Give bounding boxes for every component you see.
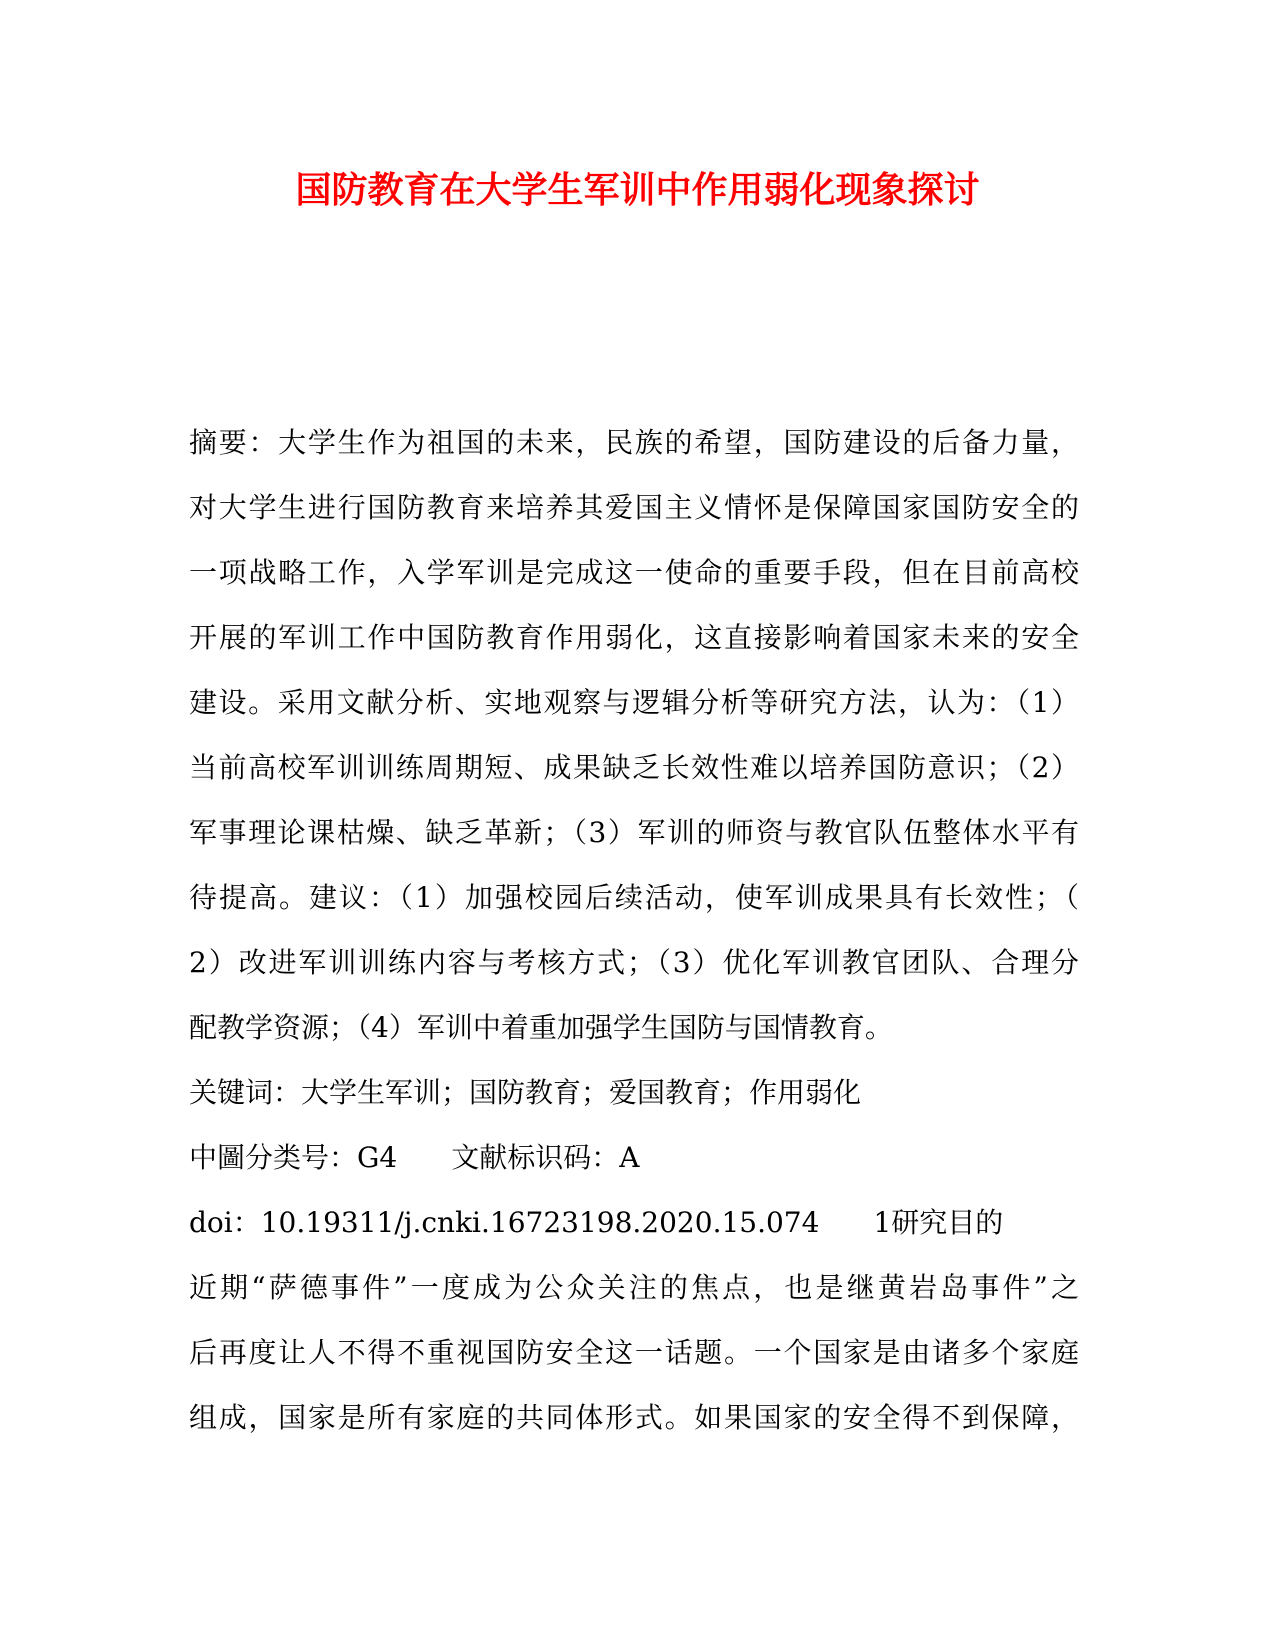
abstract-line: 开展的军训工作中国防教育作用弱化，这直接影响着国家未来的安全 bbox=[189, 621, 1079, 654]
body-line: 组成，国家是所有家庭的共同体形式。如果国家的安全得不到保障， bbox=[189, 1401, 1079, 1434]
document-body bbox=[189, 410, 1079, 1450]
body-line: 后再度让人不得不重视国防安全这一话题。一个国家是由诸多个家庭 bbox=[189, 1336, 1079, 1369]
doi: doi：10.19311/j.cnki.16723198.2020.15.074 bbox=[189, 1206, 820, 1239]
document-code: 文献标识码：A bbox=[451, 1141, 640, 1174]
abstract-line: 当前高校军训训练周期短、成果缺乏长效性难以培养国防意识；（2） bbox=[189, 751, 1079, 784]
abstract-line: 对大学生进行国防教育来培养其爱国主义情怀是保障国家国防安全的 bbox=[189, 491, 1079, 524]
abstract-line: 待提高。建议：（1）加强校园后续活动，使军训成果具有长效性；（ bbox=[189, 881, 1079, 914]
classification-line bbox=[189, 1125, 1079, 1190]
abstract-line: 军事理论课枯燥、缺乏革新；（3）军训的师资与教官队伍整体水平有 bbox=[189, 816, 1079, 849]
document-title: 国防教育在大学生军训中作用弱化现象探讨 bbox=[295, 169, 980, 211]
keywords-line: 关键词：大学生军训；国防教育；爱国教育；作用弱化 bbox=[189, 1076, 862, 1109]
abstract-line: 建设。采用文献分析、实地观察与逻辑分析等研究方法，认为：（1） bbox=[189, 686, 1079, 719]
section-heading: 1研究目的 bbox=[873, 1206, 1004, 1239]
clc-number: 中圖分类号：G4 bbox=[189, 1141, 398, 1174]
abstract-line: 配教学资源；（4）军训中着重加强学生国防与国情教育。 bbox=[189, 1011, 893, 1044]
body-line: 近期“萨德事件”一度成为公众关注的焦点，也是继黄岩岛事件”之 bbox=[189, 1271, 1079, 1304]
abstract-line: 2）改进军训训练内容与考核方式；（3）优化军训教官团队、合理分 bbox=[189, 946, 1079, 979]
abstract-line: 摘要：大学生作为祖国的未来，民族的希望，国防建设的后备力量， bbox=[189, 426, 1079, 459]
doi-line bbox=[189, 1190, 1079, 1255]
abstract-line: 一项战略工作，入学军训是完成这一使命的重要手段，但在目前高校 bbox=[189, 556, 1079, 589]
